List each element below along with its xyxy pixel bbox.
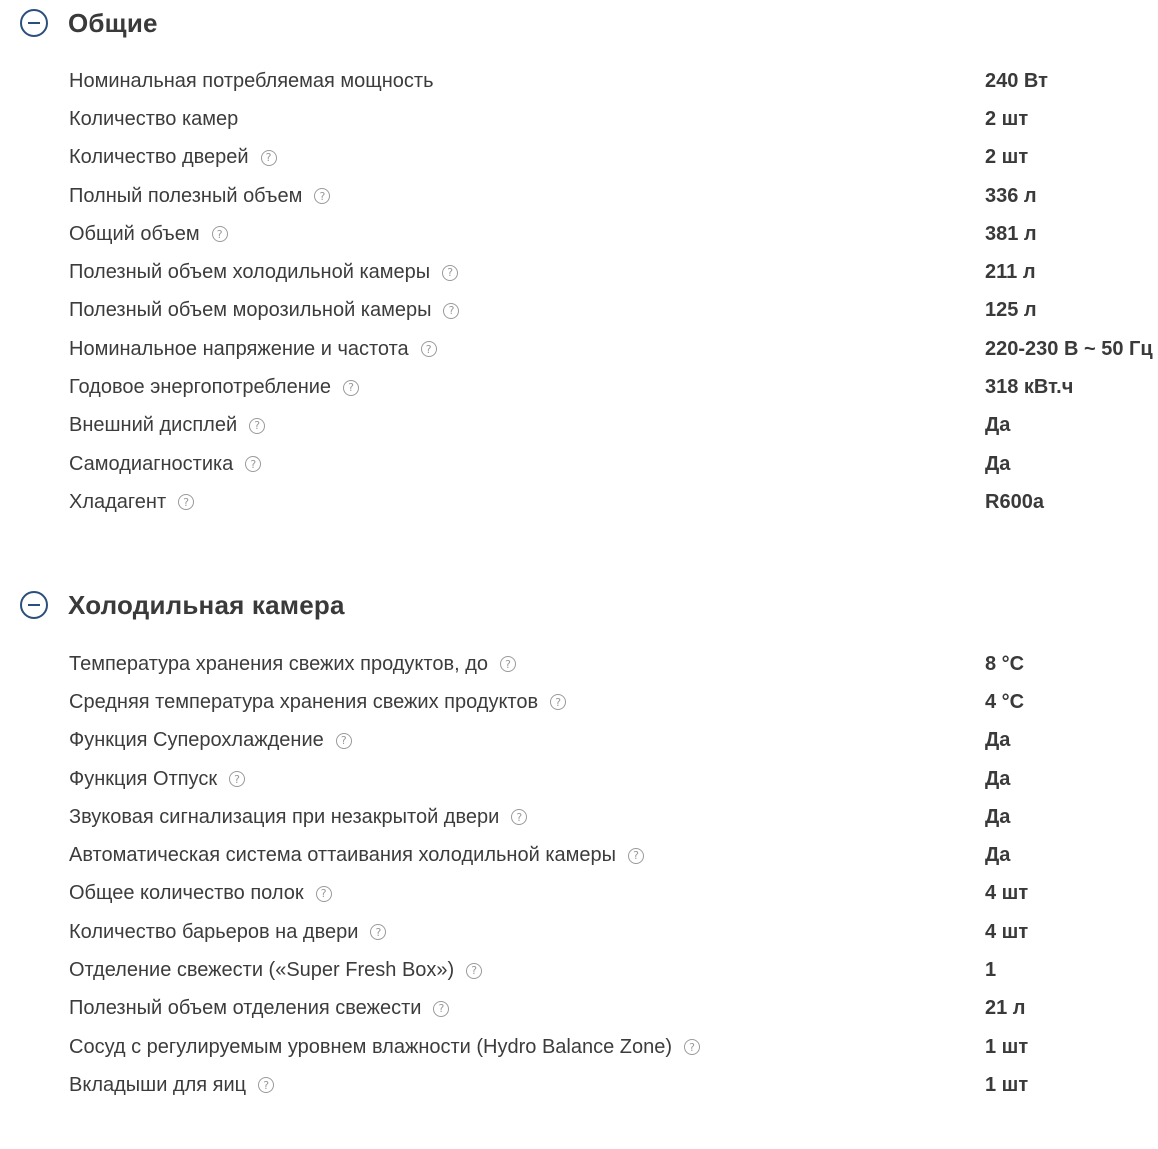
spec-value: 2 шт [985,107,1029,130]
spec-value: 318 кВт.ч [985,376,1074,399]
spec-label [69,844,644,867]
spec-row [69,875,1158,913]
help-question-icon[interactable]: ? [343,380,359,396]
spec-label-text: Вкладыши для яиц [69,1073,247,1096]
help-question-icon[interactable]: ? [178,494,194,510]
spec-row [69,368,1158,406]
spec-value: 4 шт [985,920,1029,943]
help-question-icon[interactable]: ? [336,733,352,749]
spec-label [69,806,527,829]
spec-value: 1 шт [985,1073,1029,1096]
spec-label [69,882,332,905]
spec-row [69,645,1158,683]
spec-label-text: Полезный объем отделения свежести [69,997,422,1020]
spec-label [69,261,458,284]
spec-value: 1 [985,959,997,982]
spec-row [69,445,1158,483]
spec-label [69,414,265,437]
spec-value: 220-230 В ~ 50 Гц [985,337,1153,360]
spec-row [69,1066,1158,1104]
spec-value: 2 шт [985,146,1029,169]
help-question-icon[interactable]: ? [258,1077,274,1093]
spec-label [69,223,228,246]
spec-value: Да [985,452,1011,475]
help-question-icon[interactable]: ? [466,963,482,979]
help-question-icon[interactable]: ? [500,656,516,672]
spec-label-text: Полный полезный объем [69,184,303,207]
spec-row [69,760,1158,798]
spec-label [69,1036,700,1059]
spec-value: 240 Вт [985,69,1048,92]
help-question-icon[interactable]: ? [684,1039,700,1055]
spec-value: Да [985,844,1011,867]
spec-row [69,483,1158,521]
spec-label [69,146,277,169]
spec-label [69,959,482,982]
spec-value: 21 л [985,997,1026,1020]
spec-row [69,407,1158,445]
spec-row [69,722,1158,760]
spec-label [69,376,359,399]
section-title: Общие [68,7,158,38]
collapse-minus-icon[interactable] [20,591,48,619]
spec-row [69,1028,1158,1066]
spec-value: 4 °C [985,690,1025,713]
spec-row [69,215,1158,253]
spec-label-text: Общее количество полок [69,882,304,905]
spec-label [69,70,434,93]
spec-value: 8 °C [985,652,1025,675]
help-question-icon[interactable]: ? [442,265,458,281]
spec-row [69,913,1158,951]
spec-label [69,768,245,791]
spec-label [69,108,238,131]
help-question-icon[interactable]: ? [421,341,437,357]
spec-row [69,100,1158,138]
help-question-icon[interactable]: ? [314,188,330,204]
spec-label-text: Автоматическая система оттаивания холодильной камеры [69,844,617,867]
spec-label [69,299,459,322]
spec-label [69,185,330,208]
spec-label-text: Температура хранения свежих продуктов, до [69,652,488,675]
help-question-icon[interactable]: ? [370,924,386,940]
spec-label [69,1074,274,1097]
spec-label [69,653,516,676]
spec-label-text: Полезный объем морозильной камеры [69,299,432,322]
spec-label-text: Звуковая сигнализация при незакрытой двери [69,805,500,828]
spec-label [69,921,386,944]
spec-row [69,139,1158,177]
spec-label [69,997,449,1020]
spec-label [69,729,352,752]
spec-value: Да [985,414,1011,437]
help-question-icon[interactable]: ? [433,1001,449,1017]
spec-value: 125 л [985,299,1037,322]
section-header-general[interactable] [20,7,158,39]
spec-label [69,491,194,514]
spec-label-text: Средняя температура хранения свежих продуктов [69,690,539,713]
spec-value: 336 л [985,184,1037,207]
spec-label-text: Количество камер [69,107,239,130]
section-title: Холодильная камера [68,589,345,620]
help-question-icon[interactable]: ? [229,771,245,787]
spec-value: Да [985,767,1011,790]
spec-row [69,951,1158,989]
spec-label [69,453,261,476]
help-question-icon[interactable]: ? [628,848,644,864]
spec-label-text: Годовое энергопотребление [69,376,332,399]
spec-value: Да [985,729,1011,752]
spec-row [69,62,1158,100]
spec-row [69,836,1158,874]
help-question-icon[interactable]: ? [212,226,228,242]
spec-value: 1 шт [985,1035,1029,1058]
spec-row [69,330,1158,368]
spec-row [69,177,1158,215]
spec-label [69,338,437,361]
spec-label-text: Номинальная потребляемая мощность [69,69,434,92]
spec-row [69,683,1158,721]
spec-list-fridge-chamber [69,645,1158,1105]
spec-label-text: Функция Суперохлаждение [69,729,324,752]
spec-value: 381 л [985,222,1037,245]
spec-label-text: Отделение свежести («Super Fresh Box») [69,959,455,982]
spec-label-text: Сосуд с регулируемым уровнем влажности (Hydro Balance Zone) [69,1035,673,1058]
section-header-fridge-chamber[interactable] [20,589,345,621]
spec-value: 4 шт [985,882,1029,905]
spec-value: 211 л [985,261,1036,284]
spec-list-general [69,62,1158,522]
collapse-minus-icon[interactable] [20,9,48,37]
help-question-icon[interactable]: ? [245,456,261,472]
spec-row [69,990,1158,1028]
spec-value: R600a [985,490,1044,513]
spec-label-text: Самодиагностика [69,452,234,475]
spec-row [69,798,1158,836]
help-question-icon[interactable]: ? [550,694,566,710]
spec-label-text: Количество барьеров на двери [69,920,359,943]
spec-label-text: Хладагент [69,490,167,513]
spec-label-text: Номинальное напряжение и частота [69,337,409,360]
spec-label-text: Функция Отпуск [69,767,218,790]
spec-value: Да [985,805,1011,828]
spec-label-text: Полезный объем холодильной камеры [69,261,431,284]
help-question-icon[interactable]: ? [443,303,459,319]
spec-row [69,253,1158,291]
help-question-icon[interactable]: ? [511,809,527,825]
spec-row [69,292,1158,330]
spec-label [69,691,566,714]
spec-label-text: Внешний дисплей [69,414,238,437]
help-question-icon[interactable]: ? [316,886,332,902]
spec-label-text: Общий объем [69,222,200,245]
spec-label-text: Количество дверей [69,146,249,169]
help-question-icon[interactable]: ? [261,150,277,166]
help-question-icon[interactable]: ? [249,418,265,434]
